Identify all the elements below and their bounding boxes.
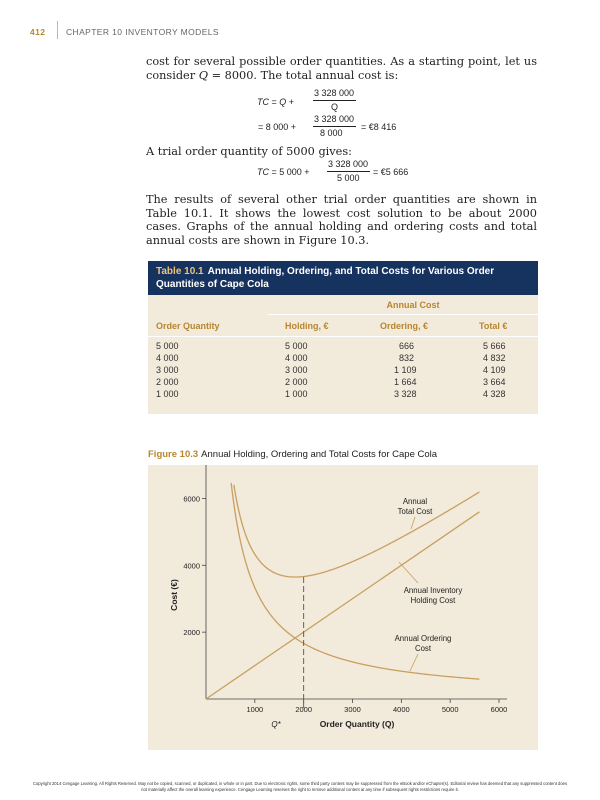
q-star-label: Q* [271, 720, 281, 729]
cell-quantity: 5 000 [156, 341, 179, 351]
column-header-total: Total € [479, 321, 508, 331]
eq1-lhs [257, 97, 294, 107]
intro-paragraph [146, 55, 537, 82]
label-total-cost: Annual [402, 497, 428, 506]
y-axis-title: Cost (€) [169, 579, 179, 611]
leader-holding-cost [399, 562, 418, 583]
column-header-ordering: Ordering, € [380, 321, 429, 331]
table-row [148, 389, 538, 400]
eq1-equals: = [269, 97, 280, 107]
eq1-numerator: 3 328 000 [314, 88, 355, 98]
para1-text-a: cost for several possible order quantities. As a starting point, let us consider [146, 55, 537, 82]
cost-chart-panel [148, 465, 538, 750]
cell-ordering: 832 [399, 353, 415, 363]
running-header [30, 25, 570, 39]
eq2-numerator: 3 328 000 [328, 159, 369, 169]
cell-ordering: 1 664 [394, 377, 417, 387]
figure-title: Annual Holding, Ordering and Total Costs for Cape Cola [201, 449, 438, 460]
label-total-cost: Total Cost [397, 507, 433, 516]
x-tick-label: 6000 [490, 705, 508, 714]
figure-label: Figure 10.3 [148, 449, 199, 460]
column-header-order-quantity: Order Quantity [156, 321, 220, 331]
para1-text-b: = 8000. The total annual cost is: [208, 68, 399, 82]
cell-holding: 3 000 [285, 365, 308, 375]
table-row [148, 341, 538, 352]
eq1-line2-denominator: 8 000 [320, 128, 343, 138]
eq2-lhs [257, 167, 310, 177]
table-label: Table 10.1 [156, 266, 204, 277]
cost-table [148, 295, 538, 414]
cell-ordering: 1 109 [394, 365, 417, 375]
eq1-line2-lhs: = 8 000 + [258, 122, 297, 132]
cell-quantity: 3 000 [156, 365, 179, 375]
cell-total: 4 832 [483, 353, 506, 363]
eq2-denominator: 5 000 [337, 173, 360, 183]
cell-holding: 1 000 [285, 389, 308, 399]
x-tick-label: 4000 [392, 705, 410, 714]
annual-cost-group-header: Annual Cost [386, 300, 440, 310]
x-tick-label: 5000 [441, 705, 459, 714]
para1-q-symbol: Q [198, 68, 208, 82]
figure-caption [148, 449, 437, 460]
cell-ordering: 666 [399, 341, 415, 351]
table-title-bar [148, 261, 538, 295]
leader-total-cost [411, 517, 415, 529]
column-header-rule [148, 336, 538, 337]
group-header-rule [268, 314, 538, 315]
page-number: 412 [30, 27, 46, 37]
eq2-result: = €5 666 [373, 167, 409, 177]
x-tick-label: 1000 [246, 705, 264, 714]
label-ordering-cost: Cost [414, 644, 432, 653]
table-row [148, 377, 538, 388]
cell-quantity: 4 000 [156, 353, 179, 363]
cell-total: 4 328 [483, 389, 506, 399]
cell-quantity: 1 000 [156, 389, 179, 399]
eq2-lhs-text: = 5 000 + [269, 167, 310, 177]
cell-ordering: 3 328 [394, 389, 417, 399]
cell-total: 4 109 [483, 365, 506, 375]
cell-total: 5 666 [483, 341, 506, 351]
eq2-fraction-bar [327, 171, 370, 172]
series-ordering-cost-line [231, 483, 479, 679]
cell-quantity: 2 000 [156, 377, 179, 387]
trial-sentence: A trial order quantity of 5000 gives: [146, 145, 352, 158]
cell-holding: 5 000 [285, 341, 308, 351]
table-title: Annual Holding, Ordering, and Total Costs for Various Order Quantities of Cape Cola [156, 266, 495, 290]
leader-ordering-cost [410, 654, 418, 671]
eq1-denominator: Q [331, 102, 339, 112]
table-row [148, 353, 538, 364]
y-tick-label: 2000 [183, 628, 200, 638]
table-row [148, 365, 538, 376]
chapter-title: CHAPTER 10 INVENTORY MODELS [66, 27, 219, 37]
copyright-footer: Copyright 2014 Cengage Learning. All Rights Reserved. May not be copied, scanned, or duplicated, in whole or in part. Due to electronic rights, some third party content may be suppressed from the eBook and/or eChapter(s). Editorial review has deemed that any suppressed content does not materially affect the overall learning experience. Cengage Learning reserves the right to remove additional content at any time if subsequent rights restrictions require it. [32, 781, 568, 792]
eq1-q: Q [279, 97, 287, 107]
x-axis-title: Order Quantity (Q) [319, 719, 395, 729]
series-total-cost-line [234, 485, 480, 577]
results-paragraph: The results of several other trial order quantities are shown in Table 10.1. It shows the lowest cost solution to be about 2000 cases. Graphs of the annual holding and ordering costs and total annual costs are shown in Figure 10.3. [146, 193, 537, 248]
label-holding-cost: Annual Inventory [403, 586, 463, 595]
cell-total: 3 664 [483, 377, 506, 387]
cell-holding: 2 000 [285, 377, 308, 387]
eq1-line2-result: = €8 416 [361, 122, 397, 132]
y-tick-label: 6000 [183, 494, 200, 504]
eq1-fraction-bar [313, 100, 356, 101]
eq1-line2-fraction-bar [313, 126, 356, 127]
y-tick-label: 4000 [183, 561, 200, 571]
eq1-plus: + [286, 97, 295, 107]
eq1-line2-numerator: 3 328 000 [314, 114, 355, 124]
eq2-tc: TC [257, 167, 269, 177]
cost-chart [148, 465, 538, 750]
column-header-holding: Holding, € [285, 321, 329, 331]
x-tick-label: 2000 [295, 705, 313, 714]
header-divider [57, 21, 58, 39]
cell-holding: 4 000 [285, 353, 308, 363]
eq1-tc: TC [257, 97, 269, 107]
x-tick-label: 3000 [344, 705, 361, 714]
label-holding-cost: Holding Cost [410, 596, 456, 605]
label-ordering-cost: Annual Ordering [394, 634, 452, 643]
